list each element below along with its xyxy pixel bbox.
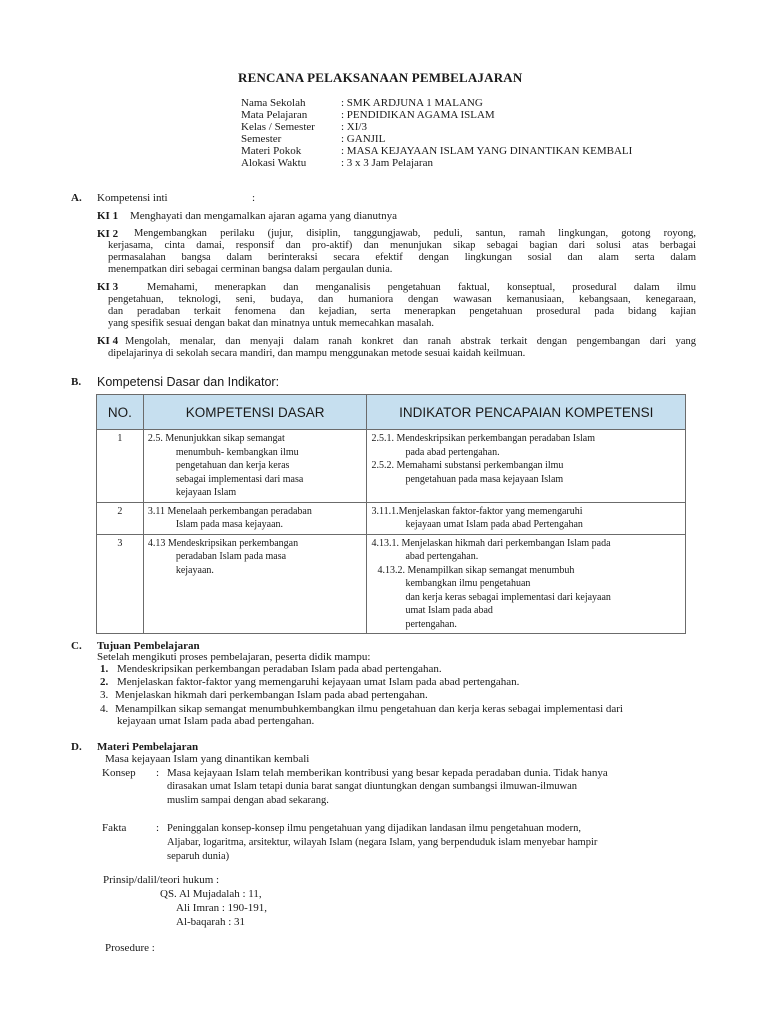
identity-label: Materi Pokok bbox=[241, 145, 302, 157]
identity-value: : MASA KEJAYAAN ISLAM YANG DINANTIKAN KEMBALI bbox=[341, 145, 633, 157]
page-title: RENCANA PELAKSANAAN PEMBELAJARAN bbox=[238, 70, 523, 85]
indikator-line: abad pertengahan. bbox=[405, 551, 479, 562]
objective-number: 4. bbox=[100, 703, 109, 715]
objective-text: Menjelaskan hikmah dari perkembangan Islam pada abad pertengahan. bbox=[115, 689, 428, 701]
ki2-line: menempatkan diri sebagai cerminan bangsa dalam pergaulan dunia. bbox=[108, 264, 393, 275]
indikator-line: 4.13.2. Menampilkan sikap semangat menumbuh bbox=[377, 564, 575, 576]
dalil-line: Al-baqarah : 31 bbox=[176, 916, 246, 928]
ki4-code: KI 4 bbox=[97, 335, 119, 347]
ki3-line: dan peradaban terkait fenomena dan kejadian, serta menerapkan pengetahuan prosedural pada bidang kajian bbox=[108, 306, 696, 317]
ki3-line: pengetahuan, teknologi, seni, budaya, dan humaniora dengan wawasan kemanusiaan, kebangsaan, kenegaraan, bbox=[108, 294, 696, 305]
ki2-line: permasalahan bangsa dalam berinteraksi secara efektif dengan lingkungan sosial dan alam serta dalam bbox=[108, 252, 696, 263]
konsep-label: Konsep bbox=[102, 767, 136, 779]
prinsip-label: Prinsip/dalil/teori hukum : bbox=[103, 874, 220, 886]
identity-value: : XI/3 bbox=[341, 121, 367, 133]
kd-line: 4.13 Mendeskripsikan perkembangan bbox=[147, 537, 299, 549]
ki3-line: Memahami, menerapkan dan menganalisis pengetahuan faktual, konseptual, prosedural dalam ilmu bbox=[147, 282, 696, 293]
section-d-letter: D. bbox=[71, 741, 82, 753]
kd-line: 3.11 Menelaah perkembangan peradaban bbox=[147, 505, 312, 517]
indikator-line: 4.13.1. Menjelaskan hikmah dari perkembangan Islam pada bbox=[371, 537, 611, 549]
dalil-line: Ali Imran : 190-191, bbox=[176, 902, 268, 914]
kd-cell bbox=[143, 502, 367, 534]
ki4-line: dipelajarinya di sekolah secara mandiri, dan mampu menggunakan metode sesuai kaidah keilmuan. bbox=[108, 348, 526, 359]
identity-value: : SMK ARDJUNA 1 MALANG bbox=[341, 97, 483, 109]
table-row bbox=[97, 430, 686, 503]
objective-number: 1. bbox=[100, 663, 109, 675]
kd-cell bbox=[143, 534, 367, 634]
fakta-line: separuh dunia) bbox=[167, 851, 230, 862]
objective-text-cont: kejayaan umat Islam pada abad pertengahan. bbox=[117, 715, 315, 727]
kd-line: 2.5. Menunjukkan sikap semangat bbox=[147, 433, 285, 444]
indikator-line: pertengahan. bbox=[405, 618, 457, 630]
kd-line: kejayaan. bbox=[175, 564, 214, 576]
section-d-subtitle: Masa kejayaan Islam yang dinantikan kembali bbox=[105, 753, 310, 765]
kompetensi-table bbox=[96, 394, 686, 634]
indikator-cell bbox=[367, 502, 686, 534]
identity-label: Mata Pelajaran bbox=[241, 109, 308, 121]
konsep-line: dirasakan umat Islam tetapi dunia barat sangat diuntungkan dengan sumbangsi ilmuwan-ilmuwan bbox=[167, 781, 577, 792]
table-row bbox=[97, 534, 686, 634]
column-header: KOMPETENSI DASAR bbox=[143, 395, 367, 430]
section-a-letter: A. bbox=[71, 192, 82, 204]
fakta-line: Aljabar, logaritma, arsitektur, wilayah Islam (negara Islam, yang berpenduduk islam menyebar hampir bbox=[167, 837, 598, 848]
identity-value: : 3 x 3 Jam Pelajaran bbox=[341, 157, 433, 169]
ki2-line: kerjasama, cinta damai, responsif dan pro-aktif) dan menunjukan sikap sebagai bagian dari solusi atas berbagai bbox=[108, 240, 696, 251]
objective-text: Mendeskripsikan perkembangan peradaban Islam pada abad pertengahan. bbox=[117, 663, 442, 675]
fakta-colon: : bbox=[156, 822, 160, 834]
kd-line: pengetahuan dan kerja keras bbox=[175, 460, 290, 471]
column-header: INDIKATOR PENCAPAIAN KOMPETENSI bbox=[367, 395, 686, 430]
kd-cell bbox=[143, 430, 367, 503]
ki3-code: KI 3 bbox=[97, 281, 119, 293]
indikator-line: 2.5.1. Mendeskripsikan perkembangan peradaban Islam bbox=[371, 433, 596, 444]
indikator-line: dan kerja keras sebagai implementasi dari kejayaan bbox=[405, 591, 611, 603]
table-row bbox=[97, 502, 686, 534]
ki2-line: Mengembangkan perilaku (jujur, disiplin, tanggungjawab, peduli, santun, ramah lingkungan, gotong royong, bbox=[134, 228, 696, 239]
indikator-line: 3.11.1.Menjelaskan faktor-faktor yang memengaruhi bbox=[371, 505, 583, 517]
identity-label: Kelas / Semester bbox=[241, 121, 315, 133]
section-b-heading: Kompetensi Dasar dan Indikator: bbox=[97, 375, 280, 389]
kd-line: kejayaan Islam bbox=[175, 487, 237, 498]
ki1-text: Menghayati dan mengamalkan ajaran agama yang dianutnya bbox=[130, 210, 397, 222]
indikator-line: kembangkan ilmu pengetahuan bbox=[405, 578, 531, 589]
konsep-line: muslim sampai dengan abad sekarang. bbox=[167, 795, 329, 806]
identity-value: : GANJIL bbox=[341, 133, 386, 145]
fakta-line: Peninggalan konsep-konsep ilmu pengetahuan yang dijadikan landasan ilmu pengetahuan modern, bbox=[167, 823, 582, 834]
ki4-line: Mengolah, menalar, dan menyaji dalam ranah konkret dan ranah abstrak terkait dengan pengembangan dari yang bbox=[125, 336, 696, 347]
indikator-line: kejayaan umat Islam pada abad Pertengahan bbox=[405, 519, 583, 530]
identity-label: Alokasi Waktu bbox=[241, 157, 307, 169]
fakta-label: Fakta bbox=[102, 822, 127, 834]
row-number: 3 bbox=[97, 534, 144, 634]
dalil-line: QS. Al Mujadalah : 11, bbox=[160, 888, 262, 900]
indikator-cell bbox=[367, 534, 686, 634]
indikator-line: pada abad pertengahan. bbox=[405, 446, 500, 458]
kd-line: menumbuh- kembangkan ilmu bbox=[175, 446, 299, 458]
prosedure-label: Prosedure : bbox=[105, 942, 155, 954]
kd-line: peradaban Islam pada masa bbox=[175, 551, 287, 562]
indikator-cell bbox=[367, 430, 686, 503]
table-header-row bbox=[97, 395, 686, 430]
section-a-colon: : bbox=[252, 192, 256, 204]
objective-number: 3. bbox=[100, 689, 109, 701]
section-b-letter: B. bbox=[71, 376, 82, 388]
kd-line: Islam pada masa kejayaan. bbox=[175, 519, 284, 530]
identity-label: Nama Sekolah bbox=[241, 97, 306, 109]
indikator-line: umat Islam pada abad bbox=[405, 605, 493, 616]
identity-label: Semester bbox=[241, 133, 282, 145]
section-c-intro: Setelah mengikuti proses pembelajaran, peserta didik mampu: bbox=[97, 651, 371, 663]
section-c-heading: Tujuan Pembelajaran bbox=[97, 640, 200, 652]
row-number: 1 bbox=[97, 430, 144, 503]
konsep-colon: : bbox=[156, 767, 160, 779]
ki1-code: KI 1 bbox=[97, 210, 119, 222]
objective-text: Menampilkan sikap semangat menumbuhkembangkan ilmu pengetahuan dan kerja keras sebagai implementasi dari bbox=[115, 703, 623, 715]
section-c-letter: C. bbox=[71, 640, 82, 652]
identity-value: : PENDIDIKAN AGAMA ISLAM bbox=[341, 109, 495, 121]
ki2-code: KI 2 bbox=[97, 228, 119, 240]
objective-number: 2. bbox=[100, 676, 109, 688]
indikator-line: pengetahuan pada masa kejayaan Islam bbox=[405, 473, 564, 485]
objective-text: Menjelaskan faktor-faktor yang memengaruhi kejayaan umat Islam pada abad pertengahan. bbox=[117, 676, 520, 688]
section-a-heading: Kompetensi inti bbox=[97, 192, 168, 204]
kd-line: sebagai implementasi dari masa bbox=[175, 473, 304, 485]
konsep-line: Masa kejayaan Islam telah memberikan kontribusi yang besar kepada peradaban dunia. Tidak hanya bbox=[167, 767, 608, 779]
section-d-heading: Materi Pembelajaran bbox=[97, 741, 199, 753]
ki3-line: yang spesifik sesuai dengan bakat dan minatnya untuk memecahkan masalah. bbox=[108, 318, 434, 329]
column-header: NO. bbox=[97, 395, 144, 430]
row-number: 2 bbox=[97, 502, 144, 534]
indikator-line: 2.5.2. Memahami substansi perkembangan ilmu bbox=[371, 460, 564, 471]
